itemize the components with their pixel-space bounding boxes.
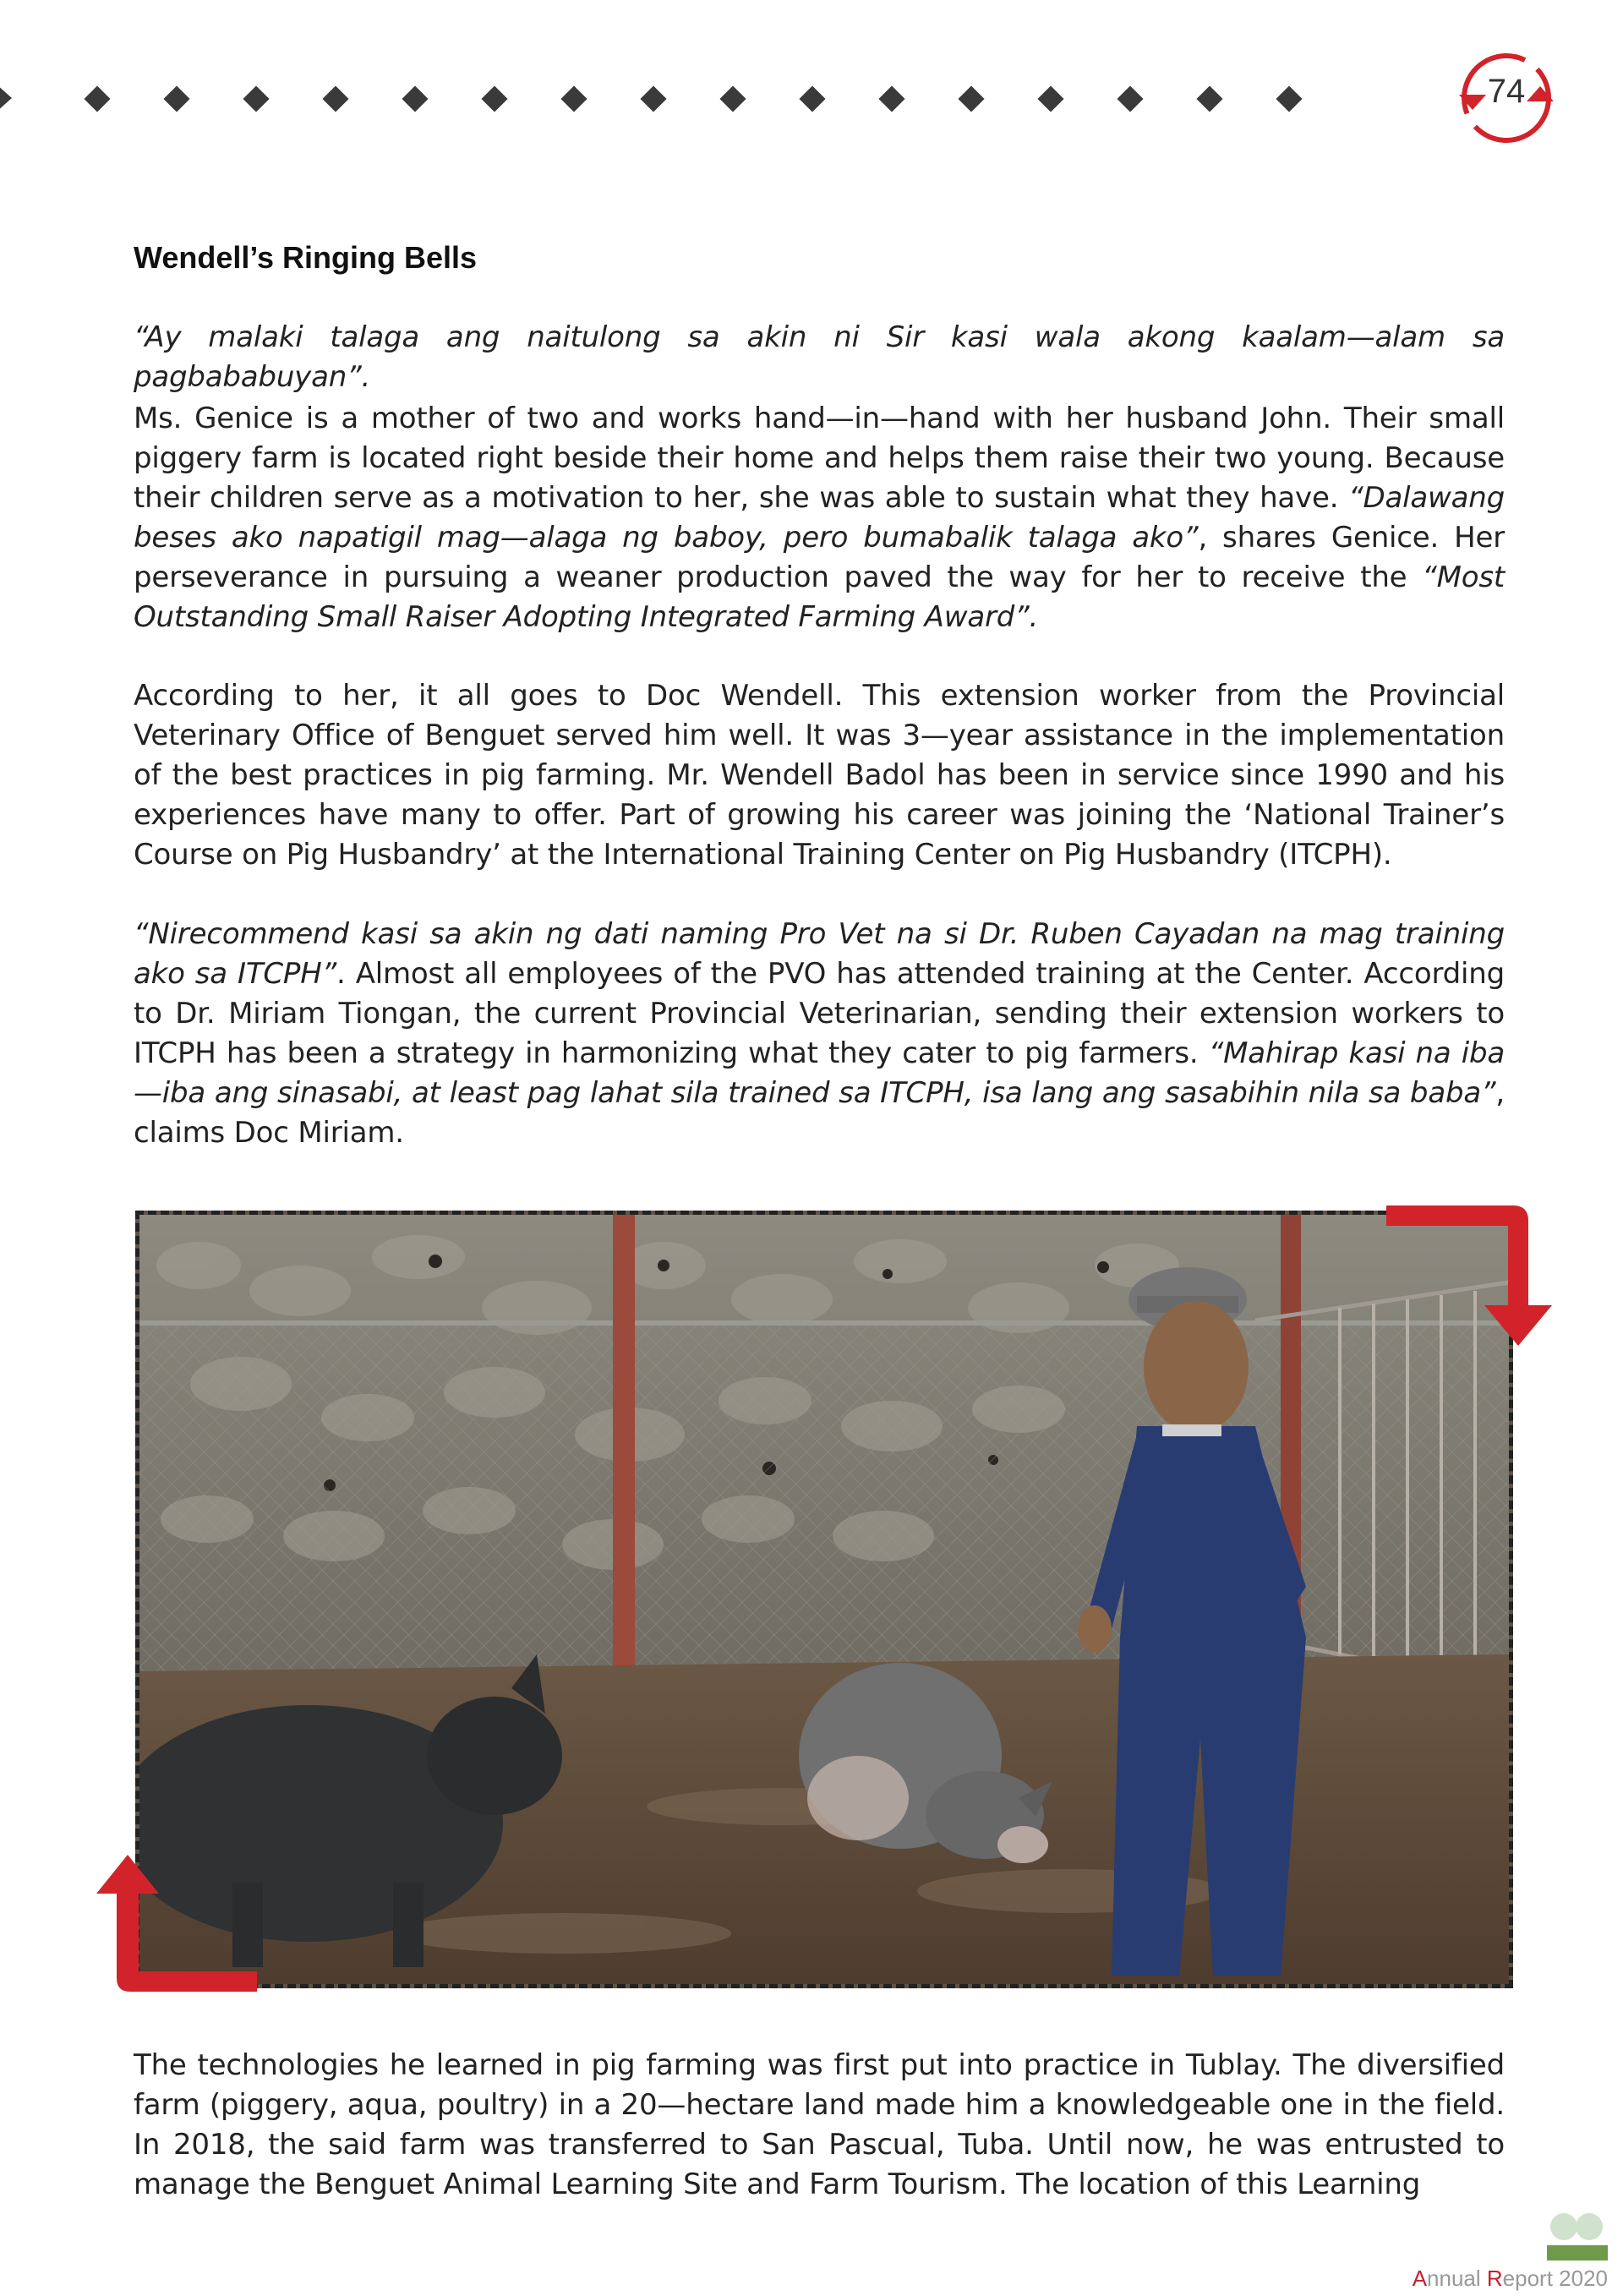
paragraph-text: Ms. Genice is a mother of two and works hand—in—hand with her husband John. Their small piggery farm is located right beside their home and helps them raise their two young. Because their children serve as a motivation to her, she was able to sustain what they have.: [134, 402, 1505, 515]
paragraph-text: . Almost all employees of the PVO has attended training at the Center. According to Dr. Miriam Tiongan, the current Provincial Veterinarian, sending their extension workers to ITCPH has been a strategy in harmonizing what they cater to pig farmers.: [134, 957, 1505, 1070]
diamond-ornament: [1276, 85, 1302, 112]
diamond-divider: [0, 81, 1319, 115]
page-number: 74: [1487, 73, 1526, 110]
diamond-ornament: [163, 85, 189, 112]
footer-letter-a: A: [1412, 2266, 1428, 2291]
footer-text-part: eport 2020: [1502, 2266, 1608, 2291]
footer-letter-r: R: [1486, 2266, 1503, 2291]
diamond-ornament: [402, 85, 428, 112]
inline-quote: “Nirecommend kasi sa akin ng dati naming Pro Vet na si Dr. Ruben Cayadan na mag training ako sa ITCPH”: [134, 917, 1505, 991]
page-number-badge: [1452, 47, 1560, 149]
paragraph-genice: [134, 399, 1505, 637]
corner-arrow-up-icon: [96, 1851, 265, 1995]
paragraph-doc-wendell: According to her, it all goes to Doc Wendell. This extension worker from the Provincial Veterinary Office of Benguet served him well. It was 3—year assistance in the implementation of the best practices in pig farming. Mr. Wendell Badol has been in service since 1990 and his experiences have many to offer. Part of growing his career was joining the ‘National Trainer’s Course on Pig Husbandry’ at the International Training Center on Pig Husbandry (ITCPH).: [134, 679, 1505, 872]
footer-text-part: nnual: [1427, 2266, 1487, 2291]
paragraph-text: , claims Doc Miriam.: [134, 1076, 1505, 1150]
diamond-ornament: [560, 85, 587, 112]
farm-photo-illustration: [139, 1215, 1509, 1984]
diamond-ornament: [878, 85, 904, 112]
inline-quote: “Dalawang beses ako napatigil mag—alaga ng baboy, pero bumabalik talaga ako”: [134, 481, 1505, 555]
farm-photo: [135, 1211, 1513, 1988]
award-name: “Most Outstanding Small Raiser Adopting Integrated Farming Award”.: [134, 560, 1505, 634]
diamond-ornament: [719, 85, 746, 112]
inline-quote: “Mahirap kasi na iba—iba ang sinasabi, at least pag lahat sila trained sa ITCPH, isa lang ang sasabihin nila sa baba”: [134, 1036, 1505, 1110]
diamond-ornament: [1037, 85, 1063, 112]
diamond-ornament: [1196, 85, 1222, 112]
diamond-ornament: [640, 85, 666, 112]
corner-arrow-down-icon: [1386, 1200, 1555, 1369]
opening-quote-text: “Ay malaki talaga ang naitulong sa akin ni Sir kasi wala akong kaalam—alam sa pagbababuyan”.: [134, 320, 1505, 394]
report-footer: [1413, 2266, 1608, 2292]
paragraph-tublay: The technologies he learned in pig farming was first put into practice in Tublay. The diversified farm (piggery, aqua, poultry) in a 20—hectare land made him a knowledgeable one in the field. In 2018, the said farm was transferred to San Pascual, Tuba. Until now, he was entrusted to manage the Benguet Animal Learning Site and Farm Tourism. The location of this Learning: [134, 2048, 1505, 2201]
diamond-ornament: [243, 85, 269, 112]
diamond-ornament: [958, 85, 984, 112]
diamond-ornament: [84, 85, 110, 112]
paragraph-itcph: [134, 915, 1505, 1153]
diamond-ornament: [1117, 85, 1143, 112]
article-heading: Wendell’s Ringing Bells: [134, 240, 478, 275]
diamond-ornament: [799, 85, 825, 112]
ati-itcph-logo: [1545, 2210, 1609, 2264]
paragraph-text: , shares Genice. Her perseverance in pursuing a weaner production paved the way for her to receive the: [134, 521, 1505, 594]
diamond-ornament: [322, 85, 348, 112]
diamond-ornament: [481, 85, 507, 112]
opening-quote: [134, 318, 1505, 397]
